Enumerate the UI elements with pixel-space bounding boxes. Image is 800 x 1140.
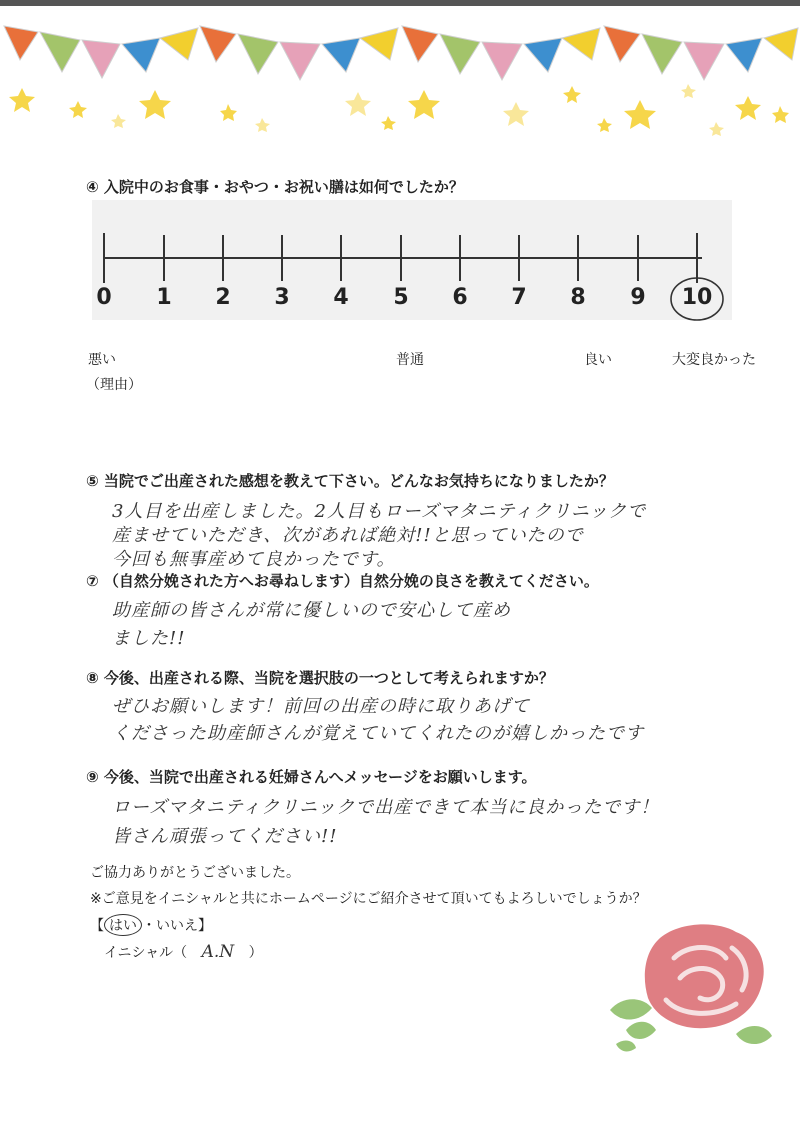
scale-number-2[interactable]: 2 — [215, 285, 231, 310]
answer-9-line-1: ローズマタニティクリニックで出産できて本当に良かったです！ — [112, 797, 660, 818]
bunting-flags — [4, 26, 798, 80]
scale-number-9[interactable]: 9 — [630, 285, 646, 310]
consent-no[interactable]: いいえ — [156, 918, 198, 934]
scale-number-4[interactable]: 4 — [333, 285, 349, 310]
scale-number-3[interactable]: 3 — [274, 285, 290, 310]
answer-8-line-2: くださった助産師さんが覚えていてくれたのが嬉しかったです — [112, 723, 644, 744]
question-8: ⑧ 今後、出産される際、当院を選択肢の一つとして考えられますか？ — [86, 669, 554, 687]
reason-label: （理由） — [86, 377, 142, 393]
rating-scale-line — [92, 225, 732, 285]
bunting-banner — [0, 6, 800, 146]
label-normal: 普通 — [396, 352, 424, 368]
consent-options — [90, 914, 212, 936]
question-9: ⑨ 今後、当院で出産される妊婦さんへメッセージをお願いします。 — [86, 768, 537, 786]
scale-number-5[interactable]: 5 — [393, 285, 409, 310]
initial-value: A.N — [201, 942, 235, 962]
answer-5-line-3: 今回も無事産めて良かったです。 — [112, 549, 396, 570]
consent-yes-selected[interactable]: はい — [104, 914, 142, 936]
star-decorations — [9, 84, 789, 136]
bracket-open: 【 — [90, 918, 104, 934]
answer-8-line-1: ぜひお願いします！前回の出産の時に取りあげて — [112, 696, 530, 717]
scale-number-6[interactable]: 6 — [452, 285, 468, 310]
initial-label: イニシャル（ — [104, 945, 188, 961]
bracket-close: 】 — [198, 918, 212, 934]
initial-row — [104, 942, 263, 962]
initial-close: ） — [248, 945, 263, 961]
label-bad: 悪い — [88, 352, 116, 368]
scale-number-8[interactable]: 8 — [570, 285, 586, 310]
question-7: ⑦ （自然分娩された方へお尋ねします）自然分娩の良さを教えてください。 — [86, 572, 599, 590]
scale-number-7[interactable]: 7 — [511, 285, 527, 310]
answer-5-line-2: 産ませていただき、次があれば絶対!!と思っていたので — [112, 525, 584, 546]
selected-rating-circle — [668, 275, 726, 325]
answer-7-line-2: ました!! — [112, 628, 186, 649]
label-good: 良い — [584, 352, 612, 368]
thanks-text: ご協力ありがとうございました。 — [90, 865, 300, 881]
scale-number-1[interactable]: 1 — [156, 285, 172, 310]
rose-illustration — [596, 918, 786, 1068]
scale-number-10[interactable]: 10 — [681, 285, 713, 310]
question-4: ④ 入院中のお食事・おやつ・お祝い膳は如何でしたか？ — [86, 178, 464, 196]
answer-9-line-2: 皆さん頑張ってください!! — [112, 826, 338, 847]
question-5: ⑤ 当院でご出産された感想を教えて下さい。どんなお気持ちになりましたか？ — [86, 472, 614, 490]
scale-number-0[interactable]: 0 — [96, 285, 112, 310]
answer-7-line-1: 助産師の皆さんが常に優しいので安心して産め — [112, 600, 511, 621]
consent-question: ※ご意見をイニシャルと共にホームページにご紹介させて頂いてもよろしいでしょうか？ — [90, 891, 647, 907]
label-very-good: 大変良かった — [672, 352, 756, 368]
answer-5-line-1: 3人目を出産しました。2人目もローズマタニティクリニックで — [112, 501, 647, 522]
separator: ・ — [142, 918, 156, 934]
